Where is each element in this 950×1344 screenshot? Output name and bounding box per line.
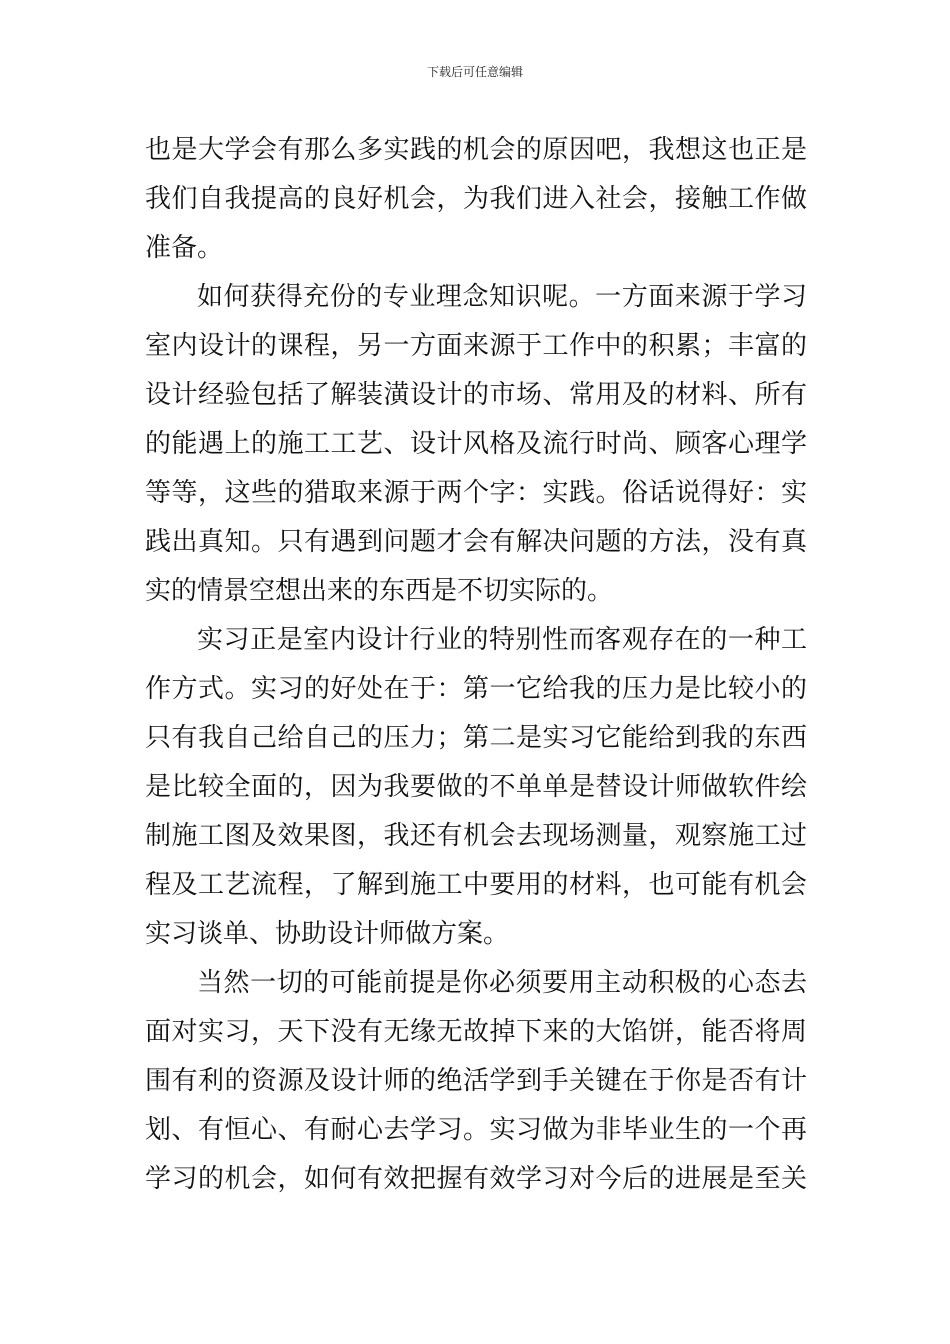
text-line: 只有我自己给自己的压力；第二是实习它能给到我的东西 (145, 723, 807, 753)
text-line: 作方式。实习的好处在于：第一它给我的压力是比较小的 (145, 674, 807, 704)
text-line: 室内设计的课程，另一方面来源于工作中的积累；丰富的 (145, 331, 807, 361)
text-line: 如何获得充份的专业理念知识呢。一方面来源于学习 (197, 282, 807, 312)
text-line: 我们自我提高的良好机会，为我们进入社会，接触工作做 (145, 184, 807, 214)
text-line: 设计经验包括了解装潢设计的市场、常用及的材料、所有 (145, 380, 807, 410)
text-line: 践出真知。只有遇到问题才会有解决问题的方法，没有真 (145, 527, 807, 557)
text-line: 实习正是室内设计行业的特别性而客观存在的一种工 (197, 625, 807, 655)
text-line: 面对实习，天下没有无缘无故掉下来的大馅饼，能否将周 (145, 1017, 807, 1047)
text-line: 实习谈单、协助设计师做方案。 (145, 919, 510, 949)
text-line: 围有利的资源及设计师的绝活学到手关键在于你是否有计 (145, 1066, 807, 1096)
text-line: 也是大学会有那么多实践的机会的原因吧，我想这也正是 (145, 135, 807, 165)
page-header: 下载后可任意编辑 (426, 65, 523, 79)
text-line: 划、有恒心、有耐心去学习。实习做为非毕业生的一个再 (145, 1115, 807, 1145)
text-line: 等等，这些的猎取来源于两个字：实践。俗话说得好：实 (145, 478, 807, 508)
body-text (145, 126, 807, 1204)
text-line: 制施工图及效果图，我还有机会去现场测量，观察施工过 (145, 821, 807, 851)
text-line: 实的情景空想出来的东西是不切实际的。 (145, 576, 614, 606)
text-line: 的能遇上的施工工艺、设计风格及流行时尚、顾客心理学 (145, 429, 807, 459)
text-line: 准备。 (145, 233, 224, 263)
text-line: 学习的机会，如何有效把握有效学习对今后的进展是至关 (145, 1164, 807, 1194)
text-line: 当然一切的可能前提是你必须要用主动积极的心态去 (197, 968, 807, 998)
text-line: 是比较全面的，因为我要做的不单单是替设计师做软件绘 (145, 772, 807, 802)
text-line: 程及工艺流程，了解到施工中要用的材料，也可能有机会 (145, 870, 807, 900)
